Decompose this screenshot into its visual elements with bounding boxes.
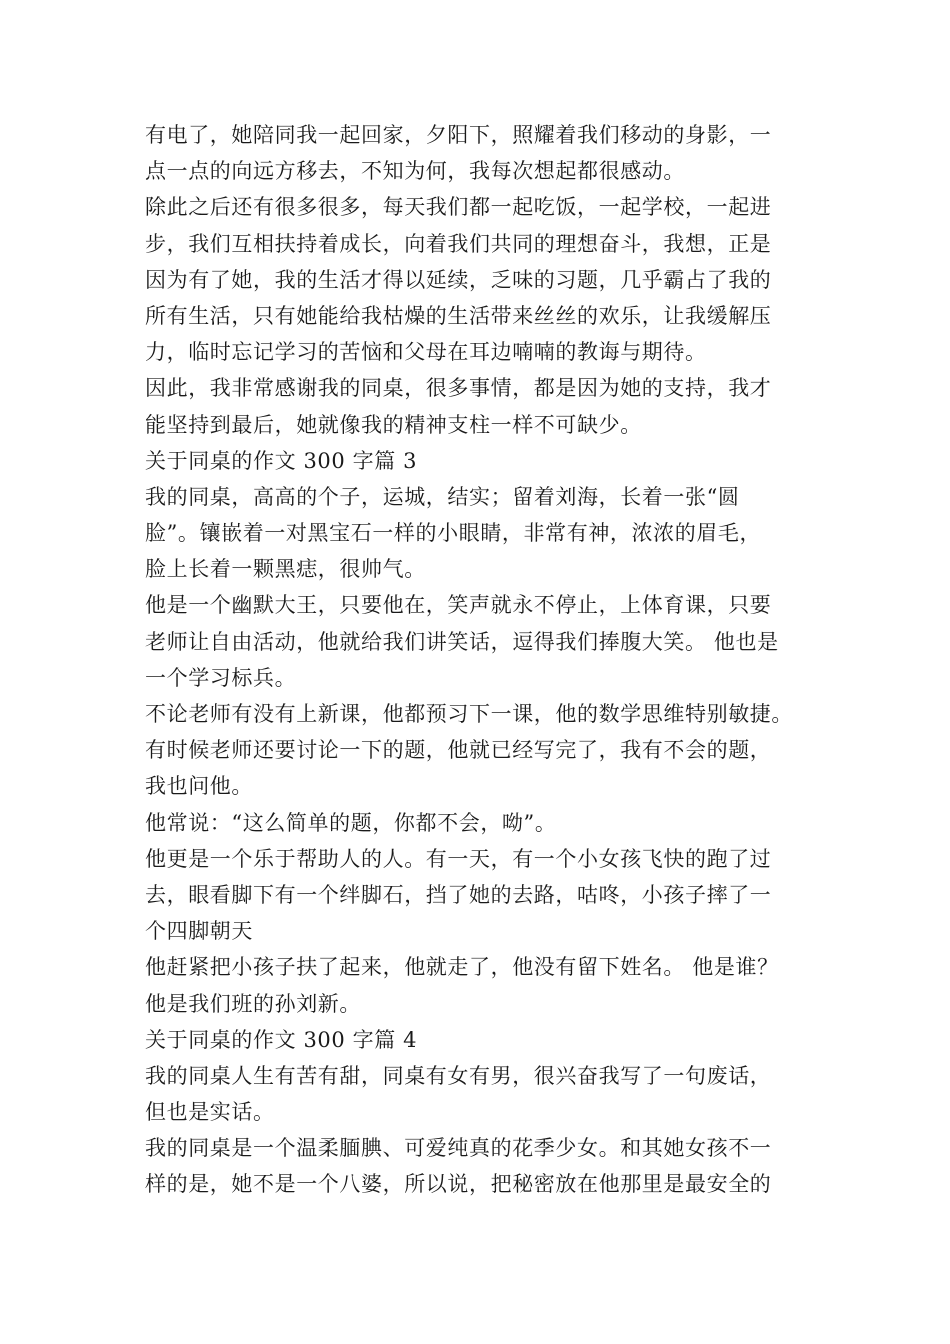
text-line: 脸”。镶嵌着一对黑宝石一样的小眼睛，非常有神，浓浓的眉毛，	[145, 521, 762, 546]
section-heading: 关于同桌的作文 300 字篇 3	[145, 448, 418, 473]
text-line: 有时候老师还要讨论一下的题，他就已经写完了，我有不会的题，	[145, 738, 772, 763]
text-line: 他是一个幽默大王，只要他在，笑声就永不停止，上体育课，只要	[145, 593, 772, 618]
section-heading: 关于同桌的作文 300 字篇 4	[145, 1027, 418, 1052]
text-line: 脸上长着一颗黑痣，很帅气。	[145, 557, 426, 582]
text-line: 但也是实话。	[145, 1100, 275, 1125]
text-line: 力，临时忘记学习的苦恼和父母在耳边喃喃的教诲与期待。	[145, 340, 707, 365]
text-line: 他是我们班的孙刘新。	[145, 991, 361, 1016]
text-line: 他赶紧把小孩子扶了起来，他就走了，他没有留下姓名。 他是谁？	[145, 955, 779, 980]
text-line: 步，我们互相扶持着成长，向着我们共同的理想奋斗，我想，正是	[145, 231, 772, 256]
text-line: 有电了，她陪同我一起回家，夕阳下，照耀着我们移动的身影，一	[145, 123, 772, 147]
text-line: 样的是，她不是一个八婆，所以说，把秘密放在他那里是最安全的	[145, 1172, 772, 1197]
text-line: 他常说：“这么简单的题，你都不会，呦”。	[145, 810, 557, 835]
text-line: 他更是一个乐于帮助人的人。有一天，有一个小女孩飞快的跑了过	[145, 846, 772, 871]
text-line: 去，眼看脚下有一个绊脚石，挡了她的去路，咕咚，小孩子摔了一	[145, 882, 772, 907]
text-line: 因为有了她，我的生活才得以延续，乏味的习题，几乎霸占了我的	[145, 267, 772, 292]
text-line: 我的同桌是一个温柔腼腆、可爱纯真的花季少女。和其她女孩不一	[145, 1136, 772, 1161]
text-line: 点一点的向远方移去，不知为何，我每次想起都很感动。	[145, 159, 685, 184]
text-line: 所有生活，只有她能给我枯燥的生活带来丝丝的欢乐，让我缓解压	[145, 303, 772, 328]
text-line: 一个学习标兵。	[145, 665, 297, 690]
text-line: 除此之后还有很多很多，每天我们都一起吃饭，一起学校，一起进	[145, 195, 772, 220]
text-line: 因此，我非常感谢我的同桌，很多事情，都是因为她的支持，我才	[145, 376, 772, 401]
document-body	[145, 117, 815, 1203]
text-line: 不论老师有没有上新课，他都预习下一课，他的数学思维特别敏捷。	[145, 702, 793, 726]
text-line: 我的同桌，高高的个子，运城，结实；留着刘海，长着一张“圆	[145, 484, 740, 509]
text-line: 老师让自由活动，他就给我们讲笑话，逗得我们捧腹大笑。 他也是	[145, 629, 779, 654]
text-line: 能坚持到最后，她就像我的精神支柱一样不可缺少。	[145, 412, 642, 437]
text-line: 个四脚朝天	[145, 919, 253, 944]
text-line: 我也问他。	[145, 774, 253, 799]
text-line: 我的同桌人生有苦有甜，同桌有女有男，很兴奋我写了一句废话，	[145, 1063, 772, 1088]
